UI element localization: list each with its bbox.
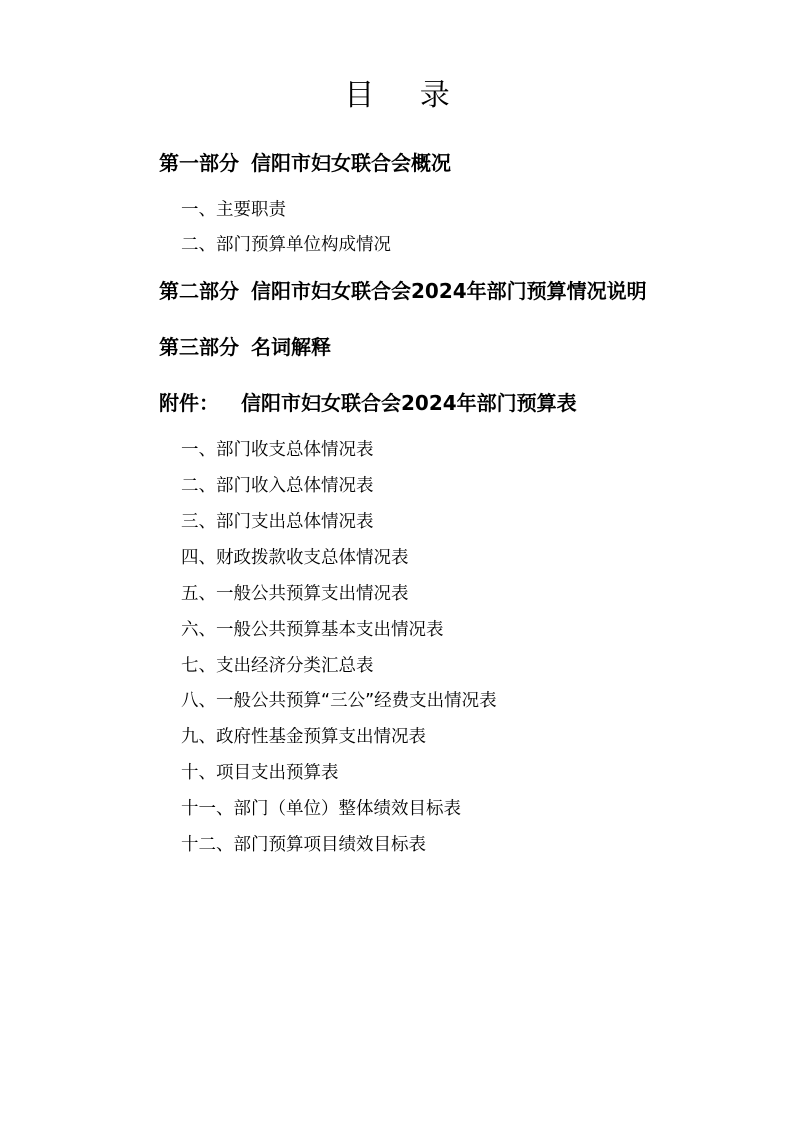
toc-item[interactable]: 十、项目支出预算表 xyxy=(181,763,339,783)
page-title: 目 录 xyxy=(344,78,468,113)
appendix-name: 信阳市妇女联合会2024年部门预算表 xyxy=(241,391,577,415)
part-label: 第二部分 xyxy=(159,279,239,303)
part-label: 第三部分 xyxy=(159,335,239,359)
toc-part-1-heading[interactable] xyxy=(159,150,451,176)
toc-appendix-heading[interactable] xyxy=(159,390,577,416)
toc-item[interactable]: 五、一般公共预算支出情况表 xyxy=(181,584,409,604)
appendix-label: 附件： xyxy=(159,391,219,415)
toc-item[interactable]: 九、政府性基金预算支出情况表 xyxy=(181,727,426,747)
toc-part-2-heading[interactable] xyxy=(159,278,647,304)
toc-item[interactable]: 八、一般公共预算“三公”经费支出情况表 xyxy=(181,691,497,711)
toc-item[interactable]: 二、部门收入总体情况表 xyxy=(181,476,374,496)
part-name: 信阳市妇女联合会概况 xyxy=(251,151,451,175)
part-name: 信阳市妇女联合会2024年部门预算情况说明 xyxy=(251,279,647,303)
toc-item[interactable]: 六、一般公共预算基本支出情况表 xyxy=(181,620,444,640)
toc-item[interactable]: 一、主要职责 xyxy=(181,200,286,220)
toc-part-3-heading[interactable] xyxy=(159,334,331,360)
toc-item[interactable]: 一、部门收支总体情况表 xyxy=(181,440,374,460)
part-label: 第一部分 xyxy=(159,151,239,175)
toc-item[interactable]: 四、财政拨款收支总体情况表 xyxy=(181,548,409,568)
toc-item[interactable]: 十二、部门预算项目绩效目标表 xyxy=(181,835,426,855)
toc-item[interactable]: 七、支出经济分类汇总表 xyxy=(181,656,374,676)
toc-item[interactable]: 三、部门支出总体情况表 xyxy=(181,512,374,532)
toc-item[interactable]: 十一、部门（单位）整体绩效目标表 xyxy=(181,799,461,819)
toc-item[interactable]: 二、部门预算单位构成情况 xyxy=(181,235,391,255)
part-name: 名词解释 xyxy=(251,335,331,359)
